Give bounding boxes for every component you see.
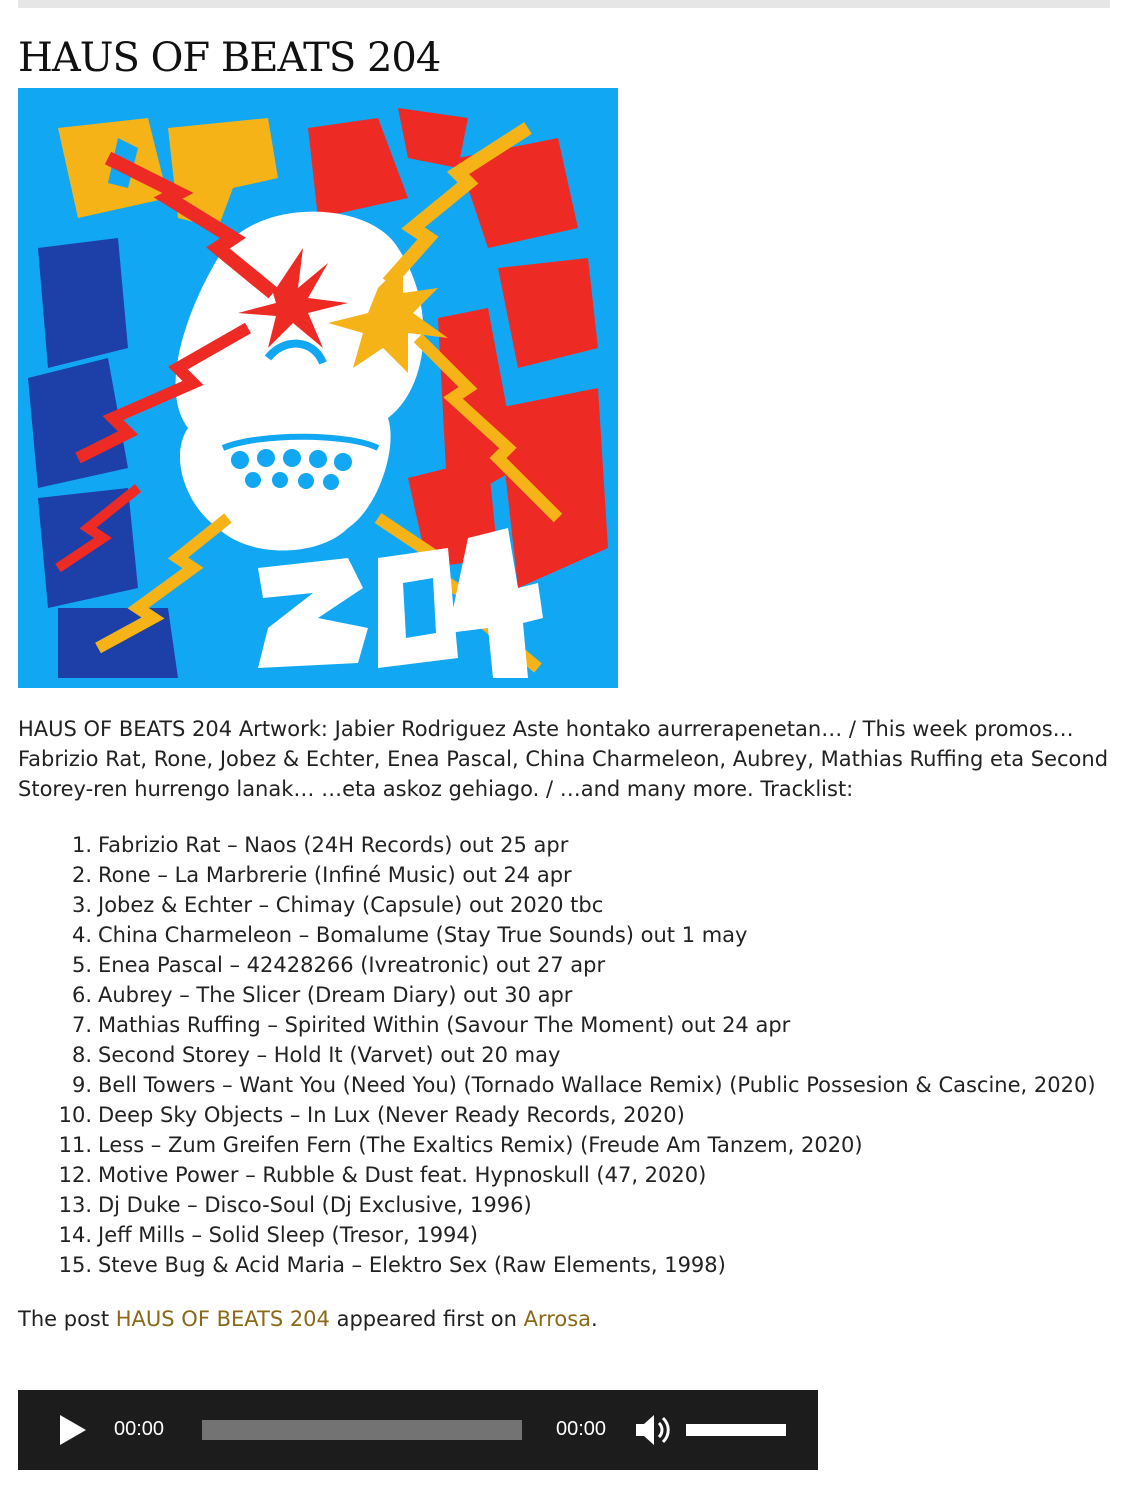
- tracklist: [18, 830, 1110, 1280]
- tracklist-item: [58, 1220, 1110, 1250]
- tracklist-item: [71, 980, 1110, 1010]
- track-number: 3.: [71, 893, 92, 917]
- track-number: 5.: [71, 953, 92, 977]
- tracklist-item: [58, 1190, 1110, 1220]
- track-number: 14.: [58, 1223, 92, 1247]
- mute-button[interactable]: [634, 1412, 672, 1448]
- album-artwork: [18, 88, 618, 688]
- tracklist-item: [71, 920, 1110, 950]
- play-button[interactable]: [58, 1414, 88, 1446]
- tracklist-item: [71, 1040, 1110, 1070]
- footer-middle: appeared first on: [329, 1307, 524, 1331]
- track-number: 10.: [58, 1103, 92, 1127]
- track-title: Mathias Ruffing – Spirited Within (Savour The Moment) out 24 apr: [98, 1013, 791, 1037]
- track-title: Less – Zum Greifen Fern (The Exaltics Remix) (Freude Am Tanzem, 2020): [98, 1133, 863, 1157]
- tracklist-item: [58, 1160, 1110, 1190]
- post-title: HAUS OF BEATS 204: [18, 35, 441, 81]
- track-number: 6.: [71, 983, 92, 1007]
- tracklist-item: [71, 1010, 1110, 1040]
- track-title: Second Storey – Hold It (Varvet) out 20 may: [98, 1043, 561, 1067]
- post-link[interactable]: HAUS OF BEATS 204: [115, 1307, 330, 1331]
- track-number: 13.: [58, 1193, 92, 1217]
- duration: 00:00: [556, 1418, 607, 1440]
- current-time: 00:00: [114, 1418, 165, 1440]
- tracklist-item: [71, 860, 1110, 890]
- track-title: Dj Duke – Disco-Soul (Dj Exclusive, 1996): [98, 1193, 532, 1217]
- volume-icon: [634, 1412, 672, 1448]
- track-number: 1.: [71, 833, 92, 857]
- track-title: Jobez & Echter – Chimay (Capsule) out 2020 tbc: [98, 893, 604, 917]
- tracklist-item: [71, 890, 1110, 920]
- track-title: China Charmeleon – Bomalume (Stay True Sounds) out 1 may: [98, 923, 748, 947]
- footer-suffix: .: [591, 1307, 598, 1331]
- site-link[interactable]: Arrosa: [523, 1307, 592, 1331]
- play-icon: [58, 1414, 88, 1446]
- track-title: Rone – La Marbrerie (Infiné Music) out 24 apr: [98, 863, 572, 887]
- post-content: [18, 714, 1110, 1334]
- track-number: 2.: [71, 863, 92, 887]
- track-number: 4.: [71, 923, 92, 947]
- tracklist-item: [58, 1250, 1110, 1280]
- album-artwork-illustration: [18, 88, 618, 688]
- track-title: Steve Bug & Acid Maria – Elektro Sex (Raw Elements, 1998): [98, 1253, 726, 1277]
- track-number: 12.: [58, 1163, 92, 1187]
- track-title: Deep Sky Objects – In Lux (Never Ready Records, 2020): [98, 1103, 685, 1127]
- track-number: 7.: [71, 1013, 92, 1037]
- tracklist-item: [71, 830, 1110, 860]
- post-footer: [18, 1304, 1110, 1334]
- tracklist-item: [71, 950, 1110, 980]
- post-intro: HAUS OF BEATS 204 Artwork: Jabier Rodriguez Aste hontako aurrerapenetan… / This week promos… Fabrizio Rat, Rone, Jobez & Echter, Enea Pascal, China Charmeleon, Aubrey, Mathias Ruffing eta Second Storey-ren hurrengo lanak… …eta askoz gehiago. / …and many more. Tracklist:: [18, 717, 1109, 801]
- track-title: Aubrey – The Slicer (Dream Diary) out 30 apr: [98, 983, 573, 1007]
- track-title: Jeff Mills – Solid Sleep (Tresor, 1994): [98, 1223, 478, 1247]
- footer-prefix: The post: [18, 1307, 116, 1331]
- track-number: 8.: [71, 1043, 92, 1067]
- tracklist-item: [71, 1070, 1110, 1100]
- track-title: Enea Pascal – 42428266 (Ivreatronic) out 27 apr: [98, 953, 606, 977]
- track-title: Bell Towers – Want You (Need You) (Tornado Wallace Remix) (Public Possesion & Cascine, 2020): [98, 1073, 1096, 1097]
- audio-player: [18, 1390, 818, 1470]
- track-title: Fabrizio Rat – Naos (24H Records) out 25 apr: [98, 833, 569, 857]
- track-number: 9.: [71, 1073, 92, 1097]
- track-title: Motive Power – Rubble & Dust feat. Hypnoskull (47, 2020): [98, 1163, 707, 1187]
- track-number: 11.: [58, 1133, 92, 1157]
- progress-bar[interactable]: [202, 1420, 522, 1440]
- track-number: 15.: [58, 1253, 92, 1277]
- volume-slider[interactable]: [686, 1424, 786, 1436]
- tracklist-item: [58, 1100, 1110, 1130]
- top-divider-bar: [18, 0, 1110, 8]
- tracklist-item: [58, 1130, 1110, 1160]
